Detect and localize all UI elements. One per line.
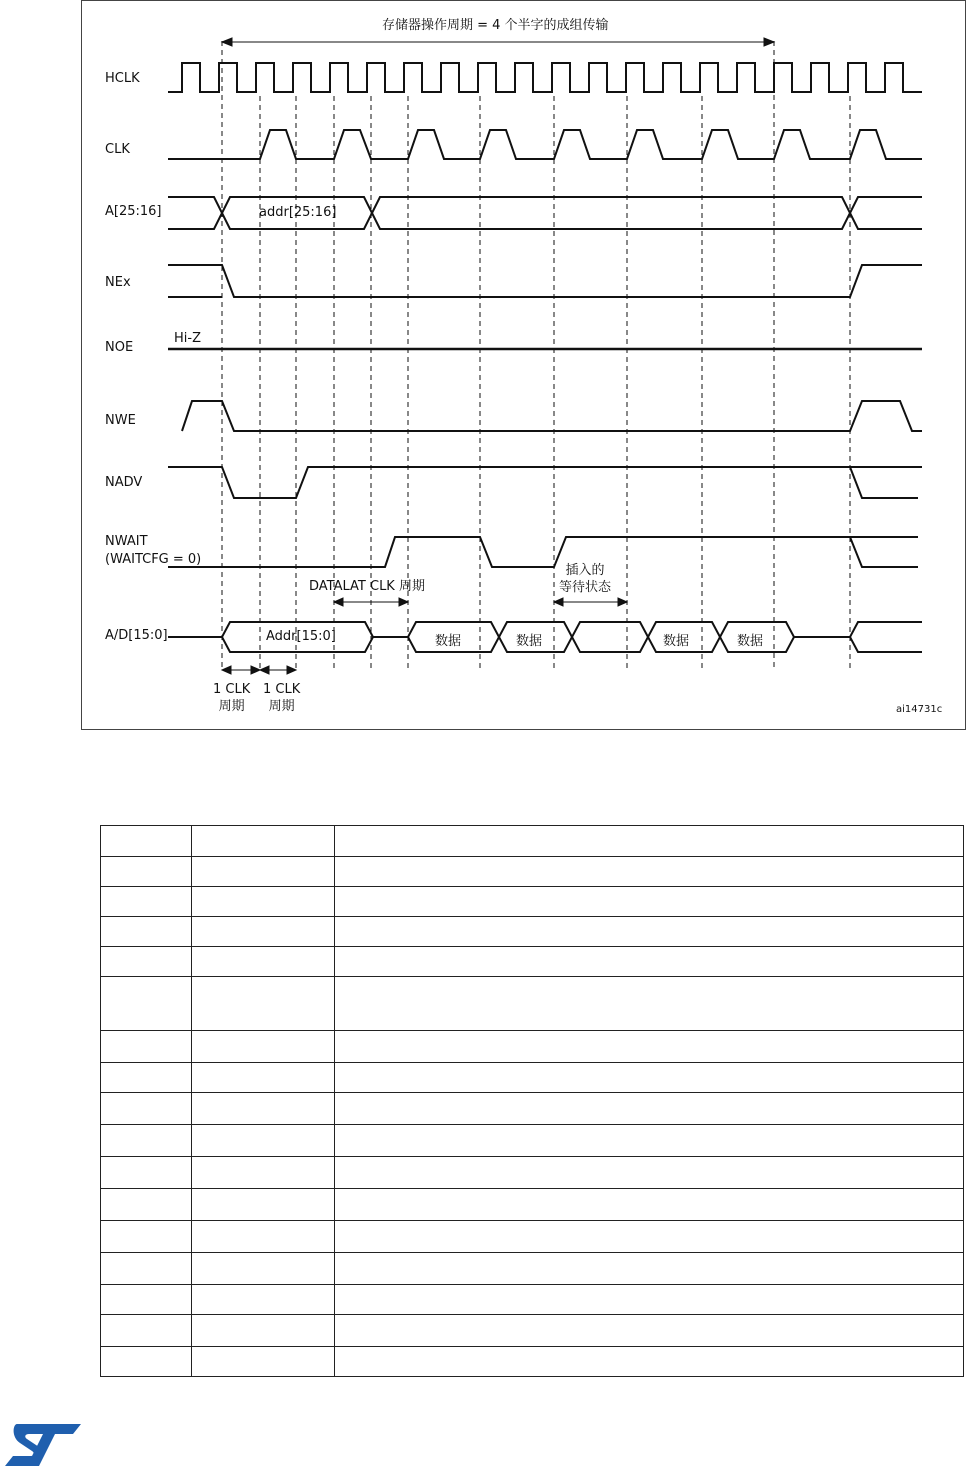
table-cell bbox=[192, 1315, 335, 1347]
table-row bbox=[101, 1189, 964, 1221]
table-row bbox=[101, 1063, 964, 1093]
table-cell bbox=[192, 1063, 335, 1093]
st-logo bbox=[3, 1418, 83, 1468]
wait-state-arrow bbox=[554, 598, 627, 606]
table-row bbox=[101, 947, 964, 977]
table-cell bbox=[101, 1031, 192, 1063]
nex-waveform bbox=[168, 265, 922, 297]
table-cell bbox=[101, 1157, 192, 1189]
table-row bbox=[101, 887, 964, 917]
table-cell bbox=[335, 1125, 964, 1157]
nwait-waveform bbox=[168, 537, 918, 567]
table-cell bbox=[101, 1315, 192, 1347]
table-cell bbox=[101, 1221, 192, 1253]
table-cell bbox=[335, 826, 964, 857]
table-row bbox=[101, 1315, 964, 1347]
table-cell bbox=[192, 1125, 335, 1157]
data-box-label: 数据 bbox=[663, 634, 690, 649]
table-row bbox=[101, 1221, 964, 1253]
table-cell bbox=[192, 1285, 335, 1315]
table-cell bbox=[101, 826, 192, 857]
clk-waveform bbox=[168, 130, 922, 159]
table-cell bbox=[192, 977, 335, 1031]
table-cell bbox=[335, 947, 964, 977]
table-cell bbox=[101, 977, 192, 1031]
table-cell bbox=[101, 1093, 192, 1125]
data-box-label: 数据 bbox=[435, 634, 462, 649]
table-cell bbox=[192, 1221, 335, 1253]
table-cell bbox=[335, 1189, 964, 1221]
diagram-title: 存储器操作周期 = 4 个半字的成组传输 bbox=[382, 18, 609, 33]
signal-label-nadv: NADV bbox=[105, 475, 143, 490]
timing-diagram bbox=[81, 0, 966, 730]
hclk-waveform bbox=[168, 63, 922, 92]
datalat-label: DATALAT CLK 周期 bbox=[309, 579, 425, 594]
table-cell bbox=[335, 857, 964, 887]
nwe-waveform bbox=[182, 401, 922, 431]
table-cell bbox=[101, 1347, 192, 1377]
data-box-label: 数据 bbox=[737, 634, 764, 649]
table-row bbox=[101, 977, 964, 1031]
register-table-body bbox=[101, 826, 964, 1377]
table-row bbox=[101, 1125, 964, 1157]
table-cell bbox=[335, 1093, 964, 1125]
signal-label-nex: NEx bbox=[105, 275, 131, 290]
table-cell bbox=[101, 917, 192, 947]
figure-id: ai14731c bbox=[896, 704, 943, 715]
table-cell bbox=[192, 1093, 335, 1125]
table-row bbox=[101, 917, 964, 947]
table-cell bbox=[335, 1347, 964, 1377]
signal-label-hclk: HCLK bbox=[105, 71, 140, 86]
cycle-markers bbox=[222, 41, 850, 669]
table-cell bbox=[192, 1189, 335, 1221]
table-cell bbox=[192, 857, 335, 887]
signal-label-addr-hi: A[25:16] bbox=[105, 204, 162, 219]
table-cell bbox=[335, 1157, 964, 1189]
table-cell bbox=[335, 1285, 964, 1315]
table-cell bbox=[101, 947, 192, 977]
table-cell bbox=[101, 1125, 192, 1157]
table-row bbox=[101, 857, 964, 887]
table-row bbox=[101, 1285, 964, 1315]
data-box-label: 数据 bbox=[516, 634, 543, 649]
table-row bbox=[101, 1253, 964, 1285]
table-cell bbox=[335, 917, 964, 947]
table-cell bbox=[101, 1189, 192, 1221]
table-cell bbox=[335, 1253, 964, 1285]
table-cell bbox=[335, 1063, 964, 1093]
signal-label-clk: CLK bbox=[105, 142, 130, 157]
signal-label-noe: NOE bbox=[105, 340, 134, 355]
ad-addr-value: Addr[15:0] bbox=[266, 629, 336, 644]
table-cell bbox=[192, 887, 335, 917]
table-row bbox=[101, 1157, 964, 1189]
table-cell bbox=[335, 887, 964, 917]
table-cell bbox=[101, 1253, 192, 1285]
hi-z-label: Hi-Z bbox=[174, 331, 201, 346]
inserted-wait-label: 插入的 等待状态 bbox=[559, 563, 612, 595]
table-row bbox=[101, 826, 964, 857]
table-cell bbox=[335, 1221, 964, 1253]
table-cell bbox=[101, 887, 192, 917]
table-row bbox=[101, 1031, 964, 1063]
table-row bbox=[101, 1347, 964, 1377]
table-cell bbox=[192, 1031, 335, 1063]
signal-label-ad: A/D[15:0] bbox=[105, 628, 168, 643]
table-row bbox=[101, 1093, 964, 1125]
clk-period-arrows bbox=[222, 666, 296, 674]
nadv-waveform bbox=[168, 467, 922, 498]
clk-period-label-1: 1 CLK 周期 bbox=[213, 682, 251, 714]
table-cell bbox=[335, 1315, 964, 1347]
table-cell bbox=[335, 1031, 964, 1063]
table-cell bbox=[192, 947, 335, 977]
signal-label-nwe: NWE bbox=[105, 413, 136, 428]
table-cell bbox=[335, 977, 964, 1031]
table-cell bbox=[101, 857, 192, 887]
timing-waveforms bbox=[82, 1, 967, 731]
table-cell bbox=[192, 917, 335, 947]
clk-period-label-2: 1 CLK 周期 bbox=[263, 682, 301, 714]
table-cell bbox=[101, 1063, 192, 1093]
table-cell bbox=[192, 1347, 335, 1377]
table-cell bbox=[192, 826, 335, 857]
table-cell bbox=[192, 1157, 335, 1189]
table-cell bbox=[101, 1285, 192, 1315]
register-table bbox=[100, 825, 964, 1377]
table-cell bbox=[192, 1253, 335, 1285]
memory-cycle-arrow bbox=[222, 38, 774, 46]
addr-hi-value: addr[25:16] bbox=[259, 205, 337, 220]
signal-label-nwait: NWAIT (WAITCFG = 0) bbox=[105, 534, 202, 567]
